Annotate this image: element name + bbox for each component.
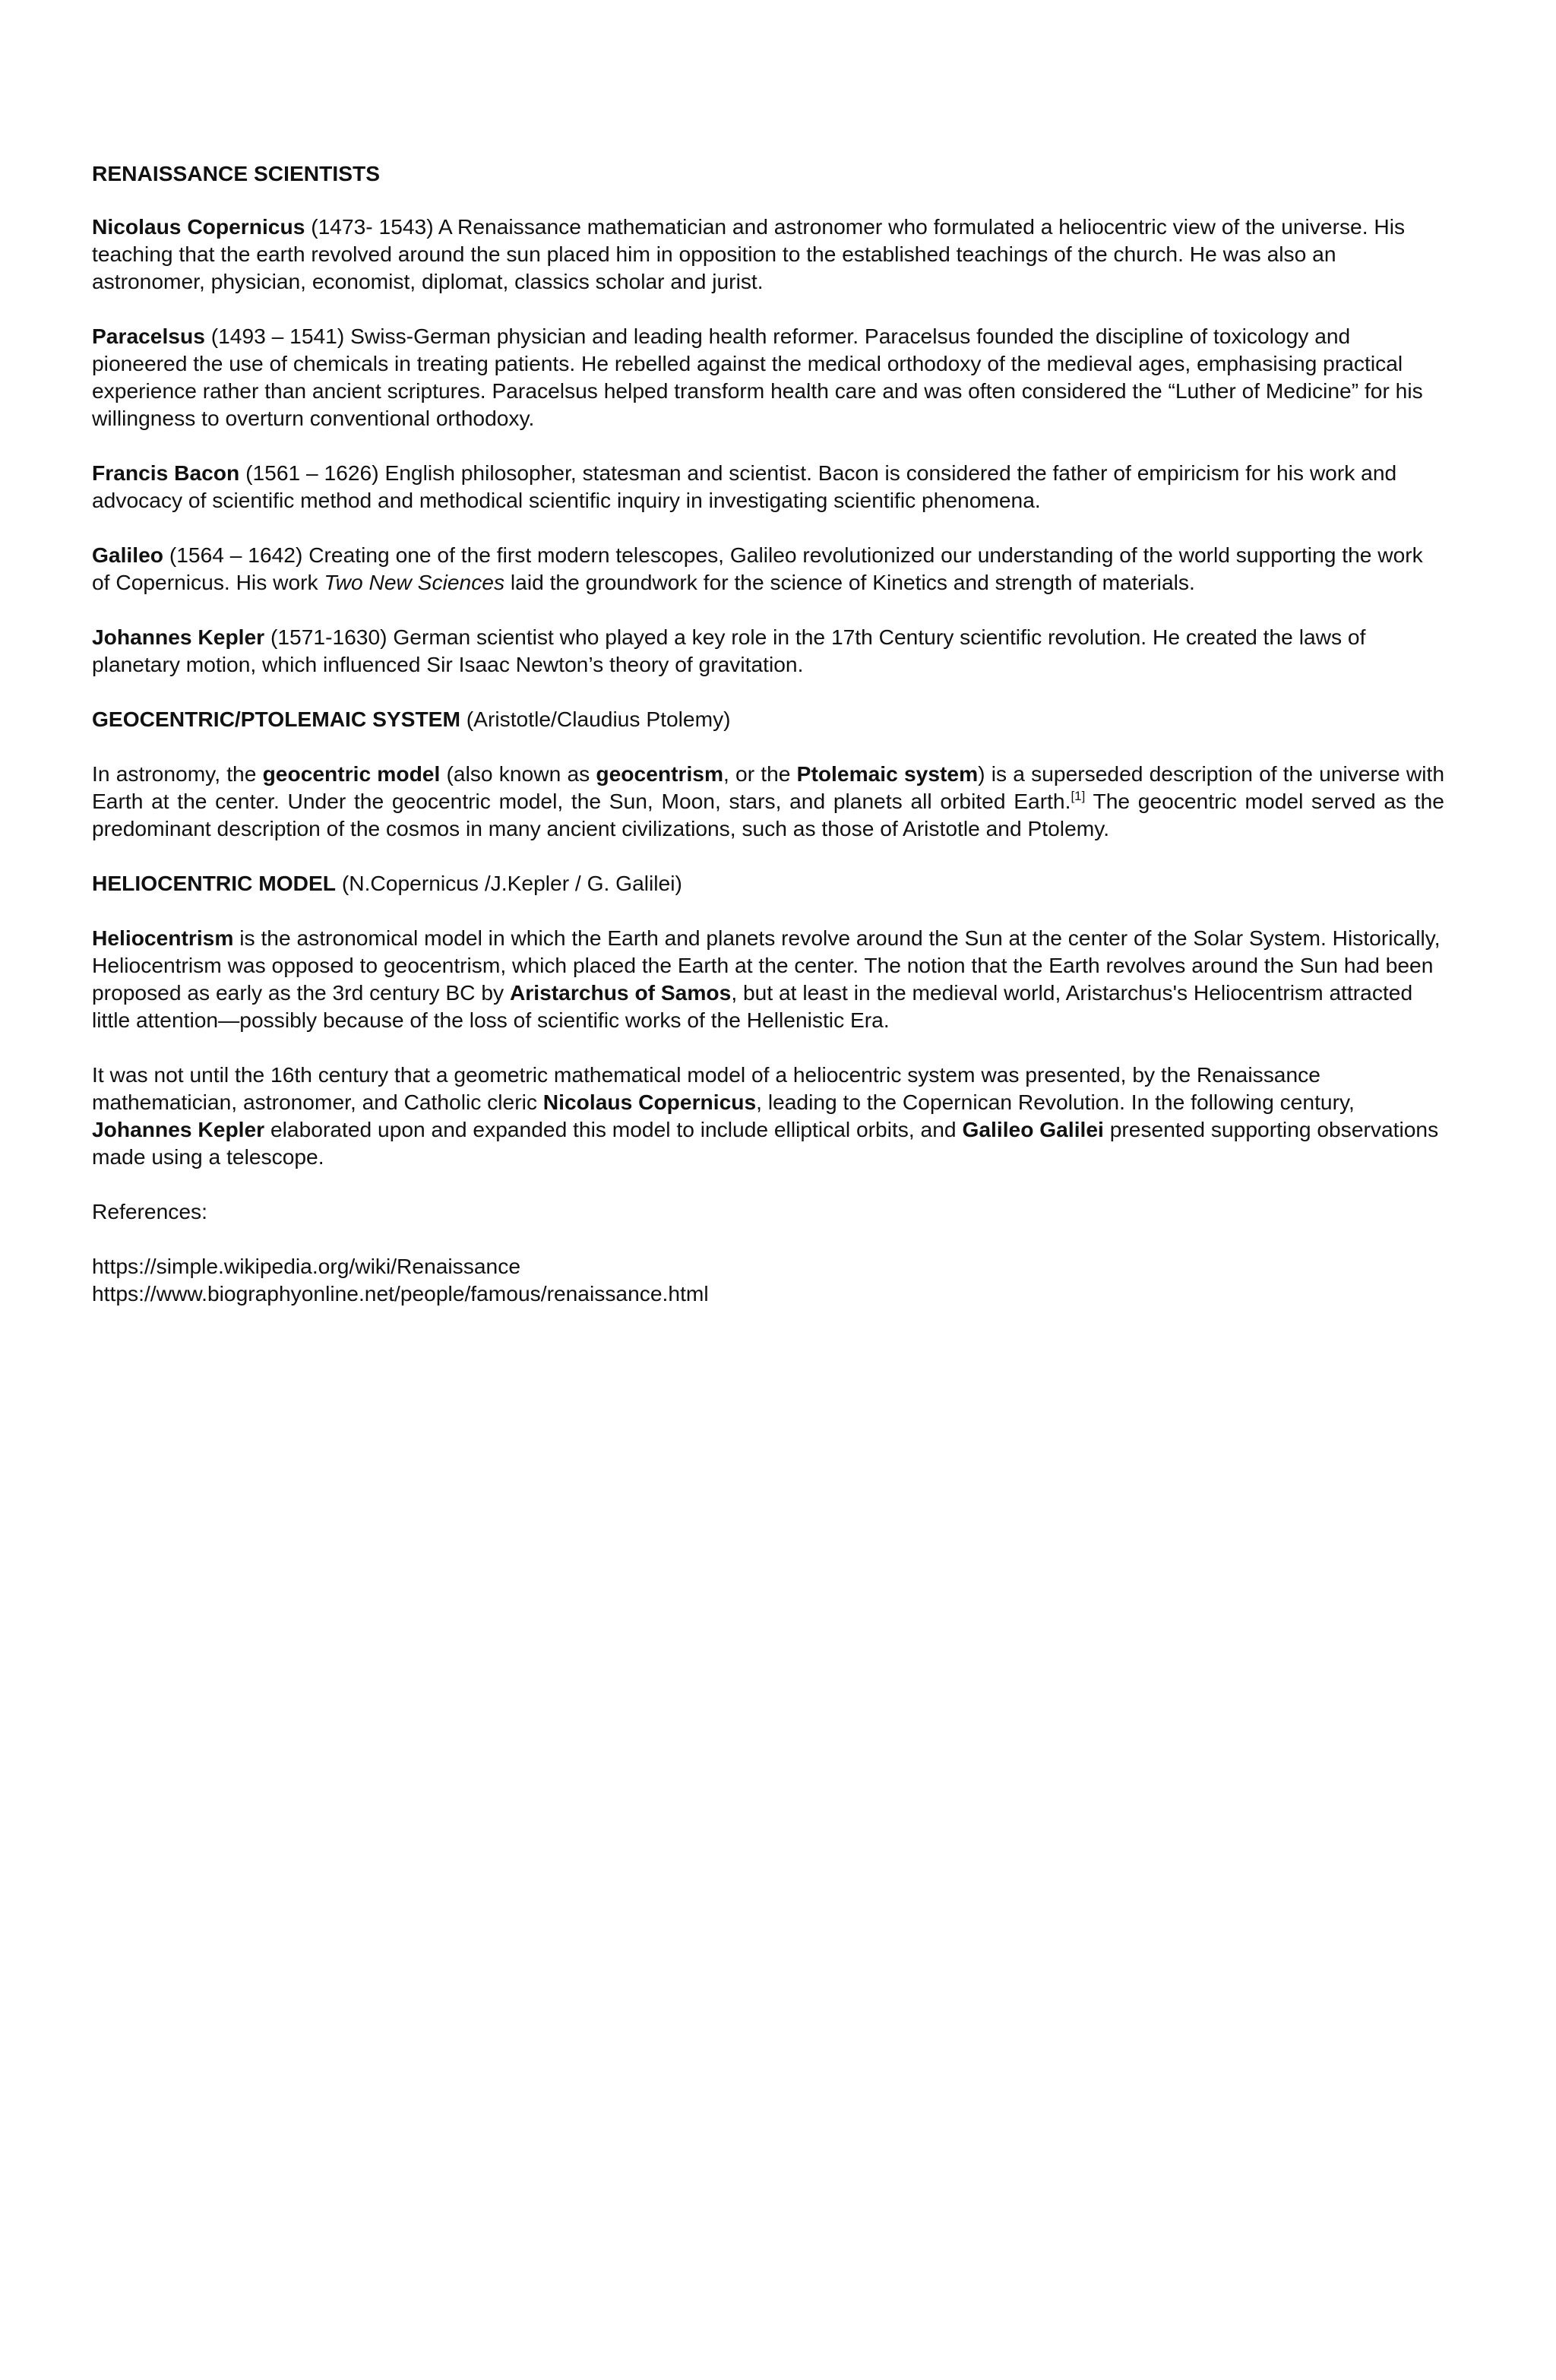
reference-link[interactable]: https://www.biographyonline.net/people/famous/renaissance.html	[92, 1281, 709, 1306]
scientist-entry-kepler	[92, 623, 1444, 678]
document-page	[92, 160, 1444, 1307]
scientist-dates: (1564 – 1642)	[163, 543, 303, 567]
section-heading: GEOCENTRIC/PTOLEMAIC SYSTEM	[92, 707, 460, 731]
geocentric-heading	[92, 705, 1444, 733]
bold-term: Heliocentrism	[92, 926, 234, 950]
heliocentric-heading	[92, 869, 1444, 897]
references-list	[92, 1252, 1444, 1307]
text-run: , but at least in the medieval world, Aristarchus's Heliocentrism attracted little attention—possibly because of the loss of scientific works of the Hellenistic Era.	[92, 980, 1413, 1032]
scientist-name: Paracelsus	[92, 324, 205, 348]
scientist-dates: (1493 – 1541)	[204, 324, 345, 348]
bold-term: Johannes Kepler	[92, 1117, 265, 1141]
scientist-dates: (1473- 1543)	[305, 214, 434, 239]
bold-term: geocentrism	[596, 761, 724, 786]
bold-term: Aristarchus of Samos	[509, 980, 732, 1005]
reference-link[interactable]: https://simple.wikipedia.org/wiki/Renaissance	[92, 1254, 520, 1278]
scientist-description: English philosopher, statesman and scientist. Bacon is considered the father of empiricism for his work and advocacy of scientific method and methodical scientific inquiry in investigating scientific phenomena.	[92, 460, 1397, 512]
scientist-description: Creating one of the first modern telescopes, Galileo revolutionized our understanding of the world supporting the work of Copernicus. His work	[92, 543, 1423, 594]
text-run: It was not until the 16th century that a geometric mathematical model of a heliocentric system was presented, by the Renaissance mathematician, astronomer, and Catholic cleric	[92, 1062, 1320, 1114]
bold-term: Nicolaus Copernicus	[542, 1090, 757, 1114]
page-title: RENAISSANCE SCIENTISTS	[92, 161, 381, 185]
scientist-dates: (1571-1630)	[264, 625, 387, 649]
scientist-description: German scientist who played a key role in the 17th Century scientific revolution. He created the laws of planetary motion, which influenced Sir Isaac Newton’s theory of gravitation.	[92, 625, 1366, 676]
scientist-description: Swiss-German physician and leading health reformer. Paracelsus founded the discipline of toxicology and pioneered the use of chemicals in treating patients. He rebelled against the medical orthodoxy of the medieval ages, emphasising practical experience rather than ancient scriptures. Paracelsus helped transform health care and was often considered the “Luther of Medicine” for his willingness to overturn conventional orthodoxy.	[92, 324, 1423, 430]
scientist-name: Nicolaus Copernicus	[92, 214, 305, 239]
text-run: In astronomy, the	[92, 761, 263, 786]
scientist-description: A Renaissance mathematician and astronomer who formulated a heliocentric view of the universe. His teaching that the earth revolved around the sun placed him in opposition to the established teachings of the church. He was also an astronomer, physician, economist, diplomat, classics scholar and jurist.	[92, 214, 1406, 293]
section-heading-note: (N.Copernicus /J.Kepler / G. Galilei)	[336, 871, 682, 895]
text-run: , leading to the Copernican Revolution. In the following century,	[756, 1090, 1355, 1114]
section-heading-note: (Aristotle/Claudius Ptolemy)	[460, 707, 731, 731]
text-run: is the astronomical model in which the Earth and planets revolve around the Sun at the center of the Solar System. Historically, Heliocentrism was opposed to geocentrism, which placed the Earth at the center. The notion that the Earth revolves around the Sun had been proposed as early as the 3rd century BC by	[92, 926, 1441, 1005]
bold-term: geocentric model	[262, 761, 441, 786]
text-run: , or the	[723, 761, 797, 786]
section-heading: HELIOCENTRIC MODEL	[92, 871, 337, 895]
text-run: presented supporting observations made using a telescope.	[92, 1117, 1439, 1169]
text-run: elaborated upon and expanded this model to include elliptical orbits, and	[264, 1117, 963, 1141]
scientist-entry-copernicus	[92, 213, 1444, 295]
scientist-dates: (1561 – 1626)	[239, 460, 379, 485]
geocentric-paragraph	[92, 760, 1444, 842]
scientist-entry-bacon	[92, 459, 1444, 514]
book-title: Two New Sciences	[324, 570, 505, 594]
footnote-marker[interactable]: [1]	[1071, 789, 1086, 803]
scientist-description-cont: laid the groundwork for the science of Kinetics and strength of materials.	[504, 570, 1195, 594]
scientist-name: Galileo	[92, 543, 163, 567]
references-label: References:	[92, 1199, 207, 1223]
text-run: The geocentric model served as the predominant description of the cosmos in many ancient civilizations, such as those of Aristotle and Ptolemy.	[92, 789, 1444, 840]
heliocentric-paragraph-1	[92, 924, 1444, 1033]
text-run: ) is a superseded description of the universe with Earth at the center. Under the geocentric model, the Sun, Moon, stars, and planets all orbited Earth.	[92, 761, 1445, 813]
scientist-name: Johannes Kepler	[92, 625, 265, 649]
text-run: (also known as	[440, 761, 596, 786]
scientist-entry-galileo	[92, 541, 1444, 596]
heliocentric-paragraph-2	[92, 1061, 1444, 1170]
scientist-name: Francis Bacon	[92, 460, 240, 485]
scientist-entry-paracelsus	[92, 322, 1444, 432]
bold-term: Galileo Galilei	[962, 1117, 1104, 1141]
bold-term: Ptolemaic system	[796, 761, 979, 786]
